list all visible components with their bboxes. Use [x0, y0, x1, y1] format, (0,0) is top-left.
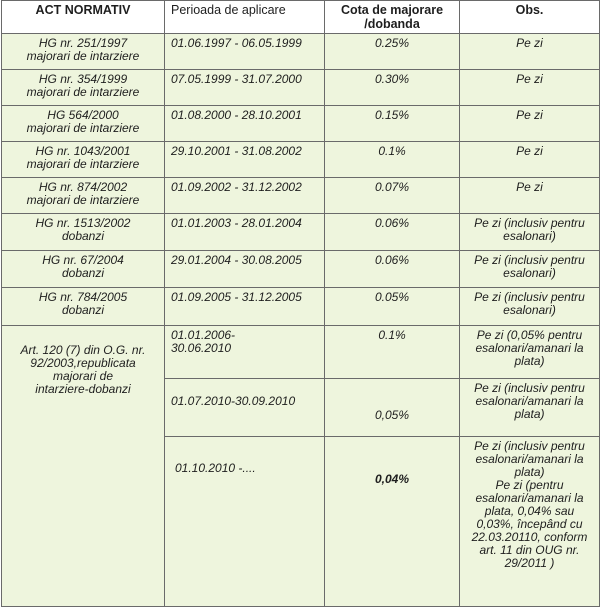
period-cell: 01.08.2000 - 28.10.2001 [165, 106, 325, 142]
header-rate: Cota de majorare /dobanda [325, 1, 460, 34]
rate-cell: 0.06% [325, 214, 460, 251]
obs-cell [460, 251, 600, 288]
obs-line: Pe zi (inclusiv pentru [474, 381, 585, 395]
table-row [2, 326, 600, 379]
header-row [2, 1, 600, 34]
act-line: majorari de intarziere [26, 193, 140, 207]
act-line: 92/2003,republicata [30, 356, 136, 370]
act-line: HG nr. 251/1997 [38, 36, 128, 50]
period-cell: 01.01.2003 - 28.01.2004 [165, 214, 325, 251]
act-cell [2, 288, 165, 326]
obs-line: Pe zi [516, 108, 543, 122]
act-cell [2, 70, 165, 106]
rate-cell: 0.07% [325, 178, 460, 214]
obs-cell [460, 34, 600, 70]
rate-cell: 0.1% [325, 326, 460, 379]
obs-line: 22.03.20110, conform [471, 530, 588, 544]
table-row [2, 178, 600, 214]
obs-cell [460, 142, 600, 178]
act-line: HG nr. 784/2005 [38, 290, 128, 304]
period-cell: 29.10.2001 - 31.08.2002 [165, 142, 325, 178]
act-line: HG nr. 874/2002 [38, 180, 128, 194]
table-row [2, 288, 600, 326]
act-line: dobanzi [61, 229, 105, 243]
act-line: majorari de intarziere [26, 157, 140, 171]
period-line: 01.07.2010-30.09.2010 [171, 394, 296, 408]
obs-line: esalonari/amanari la [475, 491, 584, 505]
header-act: ACT NORMATIV [2, 1, 165, 34]
obs-cell [460, 178, 600, 214]
obs-line: plata, 0,04% sau [484, 504, 575, 518]
act-line: HG nr. 67/2004 [42, 253, 124, 267]
obs-line: Pe zi [516, 36, 543, 50]
rate-table [1, 0, 600, 607]
act-line: HG 564/2000 [47, 108, 119, 122]
act-line: HG nr. 354/1999 [38, 72, 128, 86]
obs-line: plata) [514, 407, 545, 421]
act-cell [2, 251, 165, 288]
obs-line: Pe zi [516, 180, 543, 194]
header-obs: Obs. [460, 1, 600, 34]
period-cell: 01.09.2002 - 31.12.2002 [165, 178, 325, 214]
obs-line: Pe zi [516, 144, 543, 158]
rate-cell: 0.06% [325, 251, 460, 288]
table-row [2, 142, 600, 178]
obs-line: Pe zi (inclusiv pentru [474, 290, 585, 304]
act-line: majorari de [52, 369, 114, 383]
act-cell [2, 142, 165, 178]
obs-line: Pe zi (inclusiv pentru [474, 439, 585, 453]
table-row [2, 106, 600, 142]
act-cell [2, 178, 165, 214]
rate-cell: 0.15% [325, 106, 460, 142]
obs-line: esalonari) [503, 266, 556, 280]
table-row [2, 214, 600, 251]
obs-cell [460, 214, 600, 251]
table-row [2, 70, 600, 106]
act-cell [2, 106, 165, 142]
act-line: intarziere-dobanzi [35, 382, 131, 396]
act-line: Art. 120 (7) din O.G. nr. [20, 343, 146, 357]
act-line: dobanzi [61, 266, 105, 280]
obs-line: Pe zi (inclusiv pentru [474, 216, 585, 230]
act-cell [2, 34, 165, 70]
period-line: 01.01.2006- [171, 328, 236, 342]
rate-cell: 0.25% [325, 34, 460, 70]
period-cell: 07.05.1999 - 31.07.2000 [165, 70, 325, 106]
obs-line: art. 11 din OUG nr. [479, 543, 580, 557]
obs-line: Pe zi [516, 72, 543, 86]
obs-line: plata) [514, 354, 545, 368]
obs-line: esalonari/amanari la [475, 452, 584, 466]
period-line: 30.06.2010 [171, 341, 232, 355]
table-row [2, 34, 600, 70]
obs-line: Pe zi (pentru [495, 478, 564, 492]
obs-line: Pe zi (0,05% pentru [476, 328, 583, 342]
obs-cell [460, 379, 600, 437]
rate-cell: 0,05% [325, 379, 460, 437]
obs-cell [460, 326, 600, 379]
act-line: HG nr. 1513/2002 [35, 216, 131, 230]
obs-line: esalonari/amanari la [475, 394, 584, 408]
obs-line: 0,03%, începând cu [476, 517, 583, 531]
merged-act-cell [2, 326, 165, 607]
obs-line: Pe zi (inclusiv pentru [474, 253, 585, 267]
obs-line: 29/2011 ) [504, 556, 555, 570]
obs-cell [460, 70, 600, 106]
rate-cell: 0.05% [325, 288, 460, 326]
header-period: Perioada de aplicare [165, 1, 325, 34]
obs-line: esalonari) [503, 229, 556, 243]
period-cell: 29.01.2004 - 30.08.2005 [165, 251, 325, 288]
obs-cell [460, 437, 600, 607]
obs-cell [460, 288, 600, 326]
period-cell [165, 437, 325, 607]
obs-line: esalonari/amanari la [475, 341, 584, 355]
act-cell [2, 214, 165, 251]
obs-cell [460, 106, 600, 142]
obs-line: esalonari) [503, 303, 556, 317]
act-line: majorari de intarziere [26, 85, 140, 99]
table-row [2, 251, 600, 288]
act-line: majorari de intarziere [26, 121, 140, 135]
act-line: majorari de intarziere [26, 49, 140, 63]
period-cell [165, 379, 325, 437]
act-line: dobanzi [61, 303, 105, 317]
period-cell [165, 326, 325, 379]
period-line: 01.10.2010 -.... [175, 461, 256, 475]
act-line: HG nr. 1043/2001 [35, 144, 131, 158]
period-cell: 01.06.1997 - 06.05.1999 [165, 34, 325, 70]
period-cell: 01.09.2005 - 31.12.2005 [165, 288, 325, 326]
obs-line: plata) [514, 465, 545, 479]
rate-cell: 0,04% [325, 437, 460, 607]
rate-cell: 0.1% [325, 142, 460, 178]
rate-cell: 0.30% [325, 70, 460, 106]
